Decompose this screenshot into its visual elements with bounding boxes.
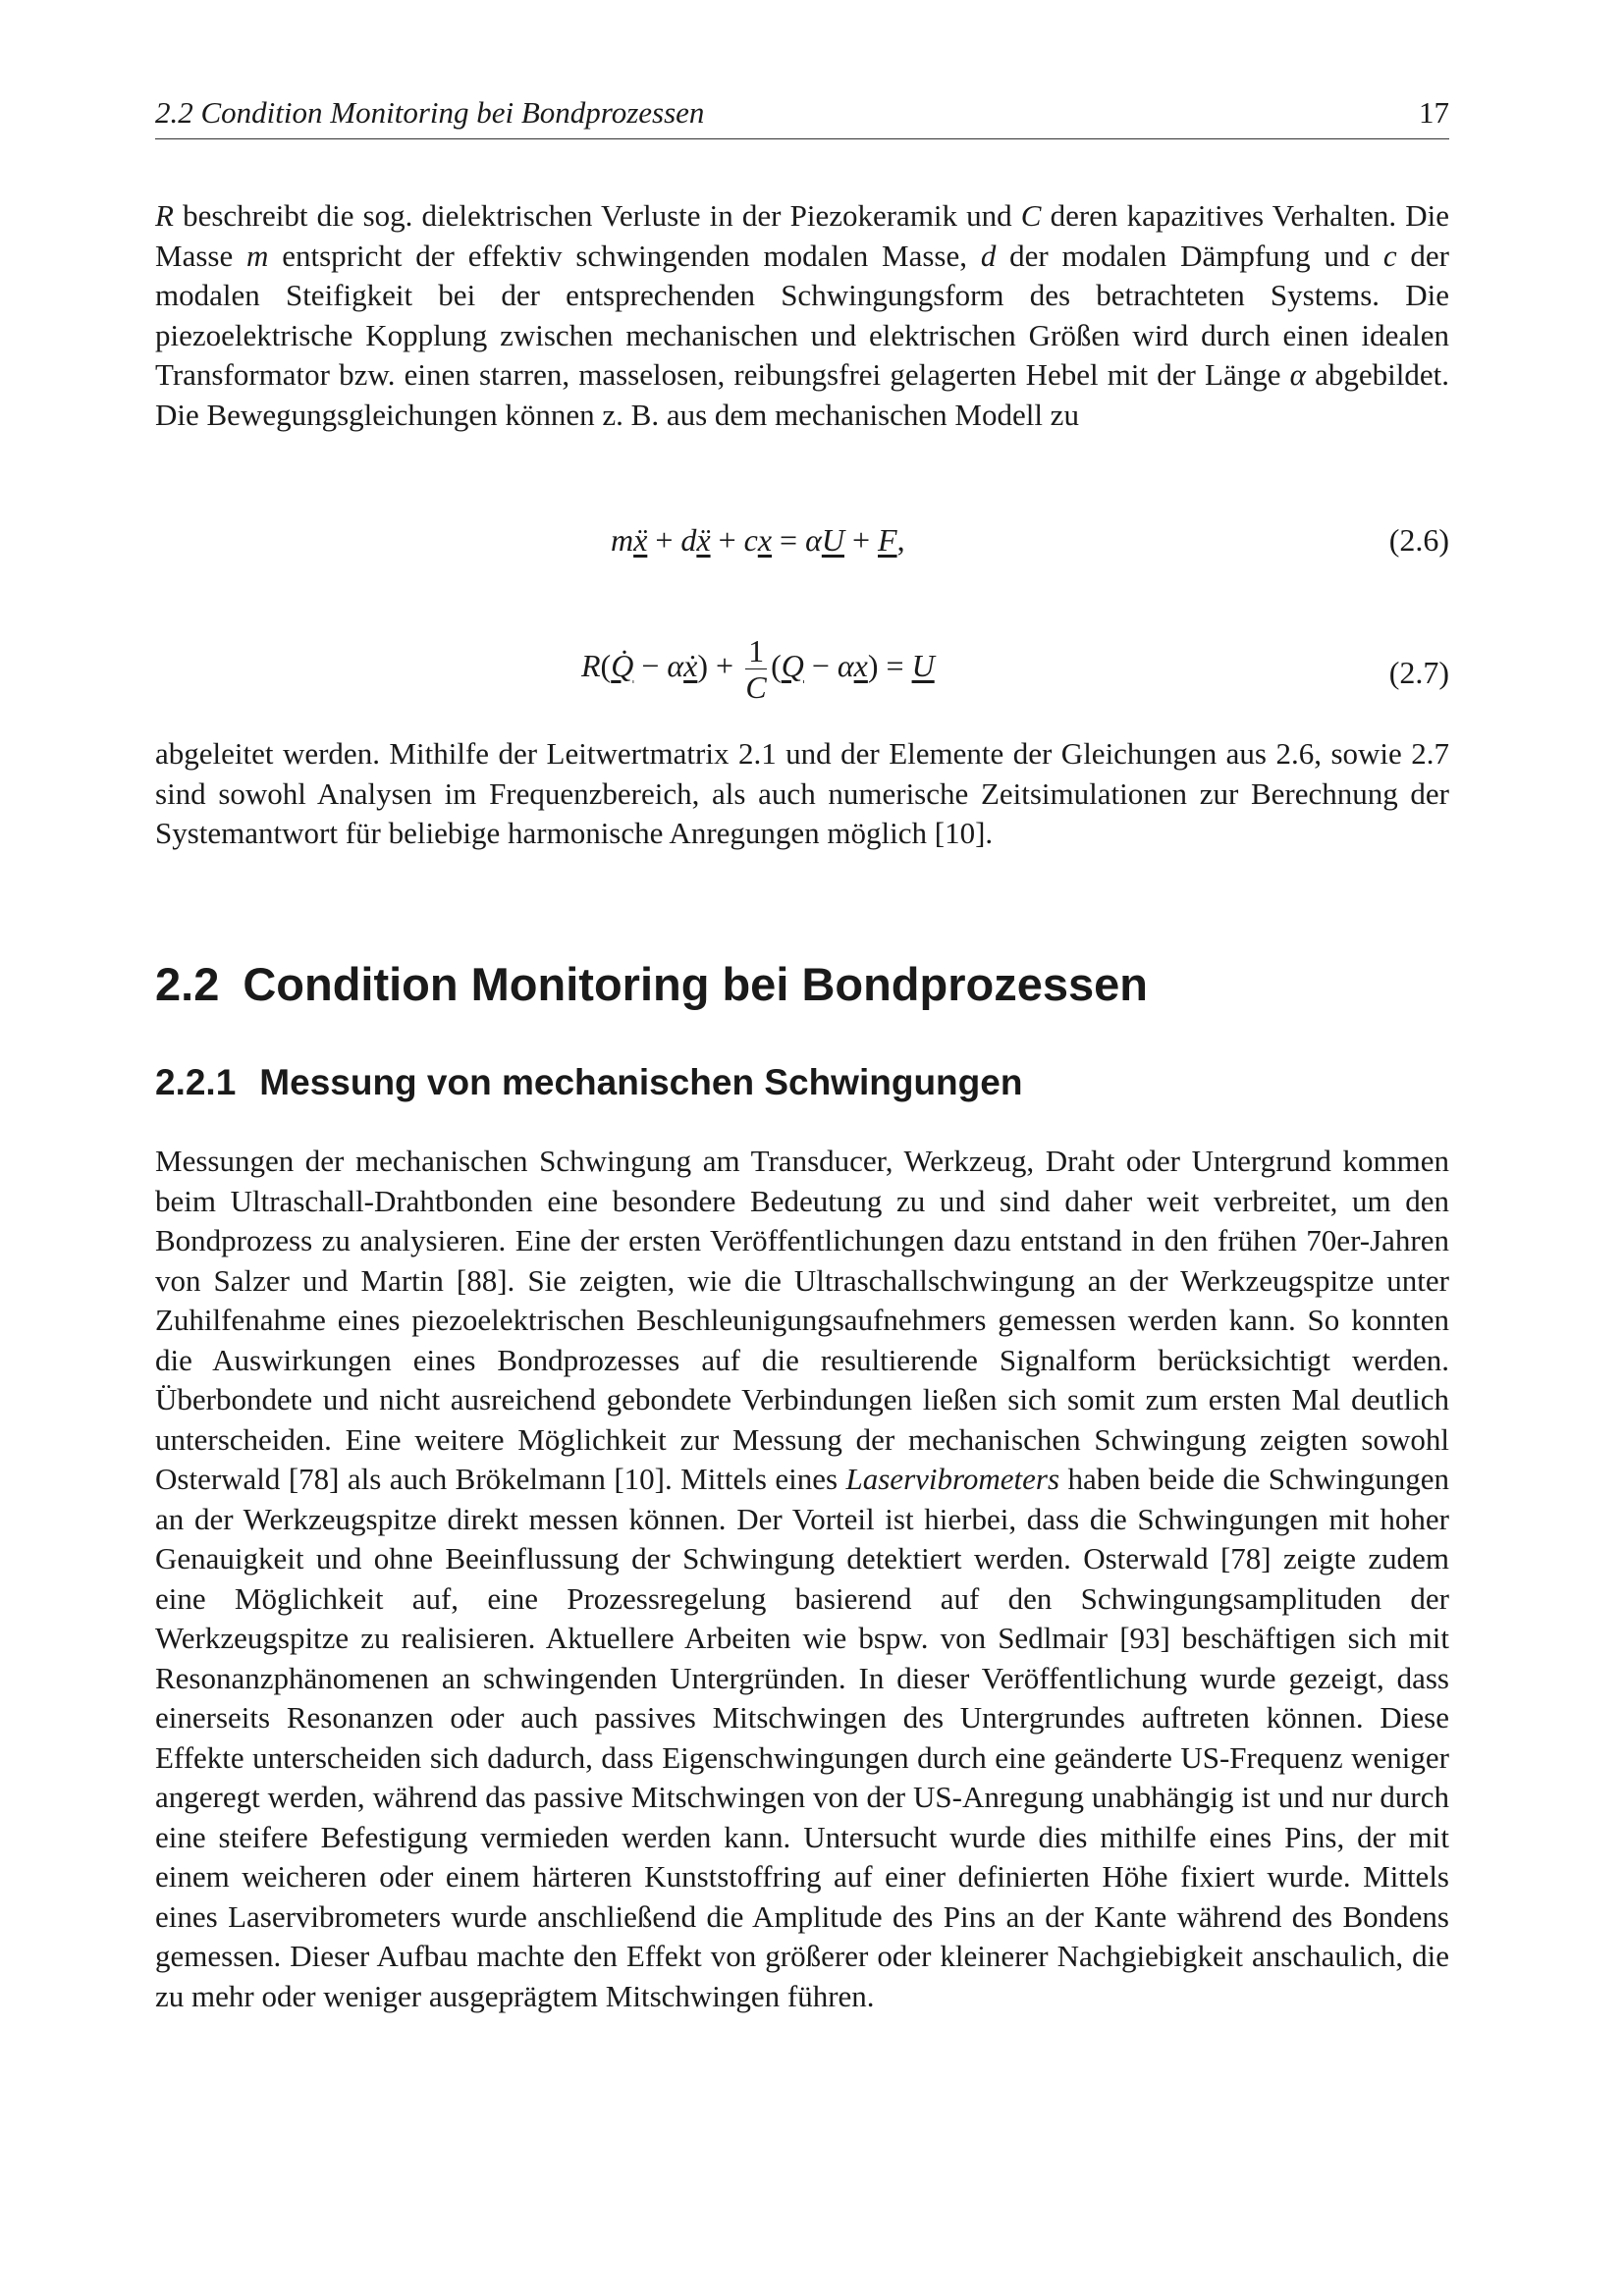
var-C: C	[1020, 198, 1042, 233]
running-header	[155, 93, 1449, 139]
paragraph-vibration-measurement	[155, 1142, 1449, 2016]
para3-text-1: Messungen der mechanischen Schwingung am Transducer, Werkzeug, Draht oder Untergrund kommen beim Ultraschall-Drahtbonden eine besondere Bedeutung zu und sind daher weit verbreitet, um den Bondprozess zu analysieren. Eine der ersten Veröffentlichungen dazu entstand in den frühen 70er-Jahren von Salzer und Martin [88]. Sie zeigten, wie die Ultraschallschwingung an der Werkzeugspitze unter Zuhilfenahme eines piezoelektrischen Beschleunigungsaufnehmers gemessen werden kann. So konnten die Auswirkungen eines Bondprozesses auf die resultierende Signalform berücksichtigt werden. Überbondete und nicht ausreichend gebondete Verbindungen ließen sich somit zum ersten Mal deutlich unterscheiden. Eine weitere Möglichkeit zur Messung der mechanischen Schwingung zeigten sowohl Osterwald [78] als auch Brökelmann [10]. Mittels eines	[155, 1144, 1449, 1496]
subsection-heading	[155, 1062, 1022, 1103]
equation-2-6-label: (2.6)	[1388, 522, 1449, 558]
para1-text-6: abgebildet. Die Bewegungsgleichungen können z. B. aus dem mechanischen Modell zu	[155, 357, 1449, 432]
paragraph-model-description	[155, 196, 1449, 435]
section-number: 2.2	[155, 958, 220, 1010]
page-number: 17	[1419, 95, 1449, 130]
fraction-1-over-C: $\frac{1}{C}$	[745, 633, 767, 705]
para1-text-3: entspricht der effektiv schwingenden modalen Masse,	[268, 238, 981, 273]
var-m: m	[246, 238, 269, 273]
var-alpha: α	[1289, 357, 1306, 392]
section-title: Condition Monitoring bei Bondprozessen	[243, 958, 1148, 1010]
para1-text-5: der modalen Steifigkeit bei der entsprechenden Schwingungsform des betrachteten Systems. Die piezoelektrische Kopplung zwischen mechanischen und elektrischen Größen wird durch einen idealen Transformator bzw. einen starren, masselosen, reibungsfrei gelagerten Hebel mit der Länge	[155, 238, 1449, 392]
equation-2-7	[155, 633, 1449, 712]
para1-text-2: deren kapazitives Verhalten. Die Masse	[155, 198, 1449, 273]
para3-text-2: haben beide die Schwingungen an der Werkzeugspitze direkt messen können. Der Vorteil ist hierbei, dass die Schwingungen mit hoher Genauigkeit und ohne Beeinflussung der Schwingung detektiert werden. Osterwald [78] zeigte zudem eine Möglichkeit auf, eine Prozessregelung basierend auf den Schwingungsamplituden der Werkzeugspitze zu realisieren. Aktuellere Arbeiten wie bspw. von Sedlmair [93] beschäftigen sich mit Resonanzphänomenen an schwingenden Untergründen. In dieser Veröffentlichung wurde gezeigt, dass einerseits Resonanzen oder auch passives Mitschwingen des Untergrundes auftreten können. Diese Effekte unterscheiden sich dadurch, dass Eigenschwingungen durch eine geänderte US-Frequenz weniger angeregt werden, während das passive Mitschwingen von der US-Anregung unabhängig ist und nur durch eine steifere Befestigung vermieden werden kann. Untersucht wurde dies mithilfe eines Pins, der mit einem weicheren oder einem härteren Kunststoffring auf einer definierten Höhe fixiert wurde. Mittels eines Laservibrometers wurde anschließend die Amplitude des Pins an der Kante während des Bondens gemessen. Dieser Aufbau machte den Effekt von größerer oder kleinerer Nachgiebigkeit anschaulich, die zu mehr oder weniger ausgeprägtem Mitschwingen führen.	[155, 1462, 1449, 2013]
var-R: R	[155, 198, 174, 233]
var-d: d	[980, 238, 997, 273]
subsection-title: Messung von mechanischen Schwingungen	[259, 1062, 1023, 1102]
paragraph-derivation: abgeleitet werden. Mithilfe der Leitwertmatrix 2.1 und der Elemente der Gleichungen aus 2.6, sowie 2.7 sind sowohl Analysen im Frequenzbereich, als auch numerische Zeitsimulationen zur Berechnung der Systemantwort für beliebige harmonische Anregungen möglich [10].	[155, 736, 1449, 850]
equation-2-7-label: (2.7)	[1388, 655, 1449, 690]
running-header-title: 2.2 Condition Monitoring bei Bondprozessen	[155, 95, 705, 130]
var-c: c	[1382, 238, 1397, 273]
equation-2-6-expression: mẍ + dẍ + cx = αU + F,	[611, 522, 905, 558]
section-heading	[155, 957, 1148, 1011]
equation-2-6	[155, 518, 1449, 567]
emphasis-laservibrometer: Laservibrometers	[845, 1462, 1060, 1496]
equation-2-7-expression: R(Q̇ − αẋ) + $\frac{1}{C}$ (Q − αx) = U	[581, 633, 935, 705]
para1-text-1: beschreibt die sog. dielektrischen Verluste in der Piezokeramik und	[173, 198, 1021, 233]
subsection-number: 2.2.1	[155, 1062, 237, 1102]
para1-text-4: der modalen Dämpfung und	[996, 238, 1383, 273]
